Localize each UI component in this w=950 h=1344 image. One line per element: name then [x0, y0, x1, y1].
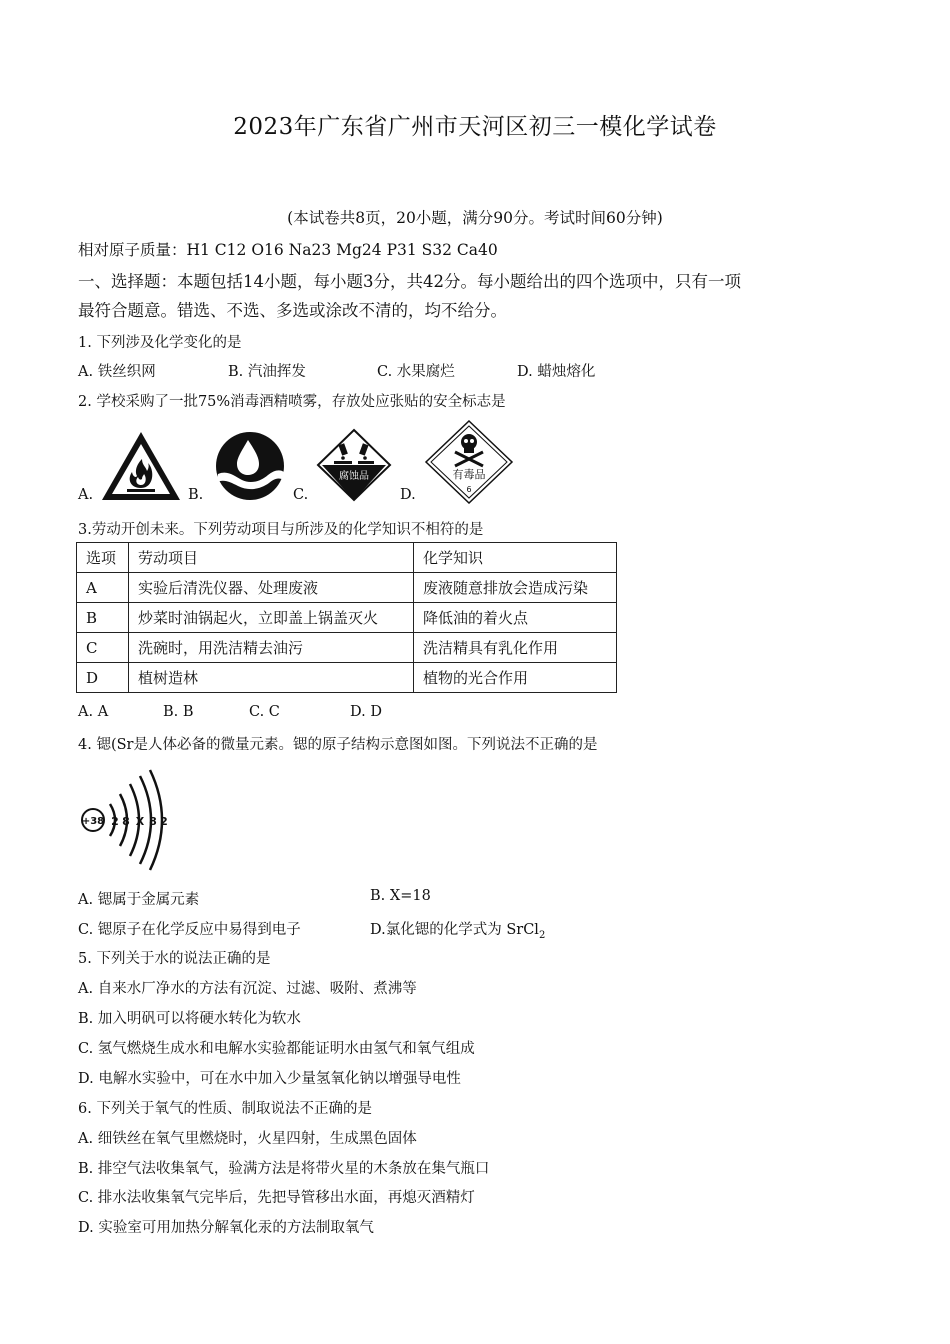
table-cell: 降低油的着火点 — [414, 603, 617, 633]
table-header-row — [77, 543, 617, 573]
table-cell: B — [77, 603, 129, 633]
question-5-stem: 5. 下列关于水的说法正确的是 — [78, 951, 271, 967]
section-instructions-line2: 最符合题意。错选、不选、多选或涂改不清的，均不给分。 — [78, 301, 507, 320]
question-1-stem: 1. 下列涉及化学变化的是 — [78, 335, 242, 351]
q3-option-c: C. C — [249, 704, 280, 720]
table-cell: 植物的光合作用 — [414, 663, 617, 693]
q4-option-d-text: D.氯化锶的化学式为 SrCl — [370, 922, 539, 938]
shell-1-electrons: 2 — [111, 815, 119, 828]
atomic-structure-diagram — [76, 764, 176, 872]
shell-2-electrons: 8 — [122, 815, 130, 828]
toxic-sign-number: 6 — [466, 485, 472, 494]
table-cell: 洗碗时，用洗洁精去油污 — [129, 633, 414, 663]
q2-label-d: D. — [400, 487, 416, 503]
table-cell: 废液随意排放会造成污染 — [414, 573, 617, 603]
q5-option-d: D. 电解水实验中，可在水中加入少量氢氧化钠以增强导电性 — [78, 1071, 461, 1087]
shell-4-electrons: 8 — [149, 815, 157, 828]
table-cell: 洗洁精具有乳化作用 — [414, 633, 617, 663]
page-title: 2023年广东省广州市天河区初三一模化学试卷 — [233, 114, 717, 140]
q3-option-d: D. D — [350, 704, 382, 720]
table-cell: C — [77, 633, 129, 663]
table-cell: A — [77, 573, 129, 603]
q6-option-d: D. 实验室可用加热分解氧化汞的方法制取氧气 — [78, 1220, 374, 1236]
q5-option-b: B. 加入明矾可以将硬水转化为软水 — [78, 1011, 301, 1027]
q3-option-b: B. B — [163, 704, 194, 720]
q2-label-b: B. — [188, 487, 204, 503]
question-6-stem: 6. 下列关于氧气的性质、制取说法不正确的是 — [78, 1101, 372, 1117]
shell-3-electrons: X — [135, 815, 145, 828]
corrosive-sign-icon — [316, 428, 392, 502]
q3-option-a: A. A — [78, 704, 109, 720]
q4-option-d — [370, 918, 545, 941]
q1-option-d: D. 蜡烛熔化 — [517, 364, 596, 380]
q1-option-b: B. 汽油挥发 — [228, 364, 306, 380]
q2-label-a: A. — [78, 487, 94, 503]
table-cell: 实验后清洗仪器、处理废液 — [129, 573, 414, 603]
table-header-task: 劳动项目 — [129, 543, 414, 573]
table-row — [77, 603, 617, 633]
table-row — [77, 663, 617, 693]
q3-table — [76, 542, 617, 693]
toxic-sign-label: 有毒品 — [452, 468, 486, 481]
q4-option-a: A. 锶属于金属元素 — [78, 892, 200, 908]
question-4-stem: 4. 锶(Sr是人体必备的微量元素。锶的原子结构示意图如图。下列说法不正确的是 — [78, 737, 598, 753]
q4-option-d-subscript: 2 — [538, 930, 546, 941]
section-instructions-line1: 一、选择题：本题包括14小题，每小题3分，共42分。每小题给出的四个选项中，只有一项 — [78, 272, 741, 291]
table-row — [77, 573, 617, 603]
q5-option-c: C. 氢气燃烧生成水和电解水实验都能证明水由氢气和氧气组成 — [78, 1041, 475, 1057]
q4-option-b: B. X=18 — [370, 888, 431, 904]
atomic-mass-line: 相对原子质量：H1 C12 O16 Na23 Mg24 P31 S32 Ca40 — [78, 241, 498, 259]
nucleus-charge: +38 — [81, 816, 105, 827]
q6-option-b: B. 排空气法收集氧气，验满方法是将带火星的木条放在集气瓶口 — [78, 1161, 490, 1177]
q1-option-a: A. 铁丝织网 — [78, 364, 156, 380]
q2-label-c: C. — [293, 487, 309, 503]
q1-option-c: C. 水果腐烂 — [377, 364, 455, 380]
exam-info: (本试卷共8页，20小题，满分90分。考试时间60分钟) — [287, 209, 663, 227]
table-header-option: 选项 — [77, 543, 129, 573]
table-header-knowledge: 化学知识 — [414, 543, 617, 573]
toxic-sign-icon — [424, 420, 514, 504]
question-2-stem: 2. 学校采购了一批75%消毒酒精喷雾，存放处应张贴的安全标志是 — [78, 394, 506, 410]
q6-option-a: A. 细铁丝在氧气里燃烧时，火星四射，生成黑色固体 — [78, 1131, 417, 1147]
q4-option-c: C. 锶原子在化学反应中易得到电子 — [78, 922, 301, 938]
flammable-sign-icon — [100, 430, 182, 502]
question-3-stem: 3.劳动开创未来。下列劳动项目与所涉及的化学知识不相符的是 — [78, 522, 484, 538]
q5-option-a: A. 自来水厂净水的方法有沉淀、过滤、吸附、煮沸等 — [78, 981, 417, 997]
q6-option-c: C. 排水法收集氧气完毕后，先把导管移出水面，再熄灭酒精灯 — [78, 1190, 475, 1206]
table-cell: D — [77, 663, 129, 693]
table-row — [77, 633, 617, 663]
table-cell: 炒菜时油锅起火，立即盖上锅盖灭火 — [129, 603, 414, 633]
shell-5-electrons: 2 — [160, 815, 168, 828]
corrosive-sign-label: 腐蚀品 — [339, 471, 369, 482]
table-cell: 植树造林 — [129, 663, 414, 693]
water-reactive-sign-icon — [212, 430, 288, 502]
